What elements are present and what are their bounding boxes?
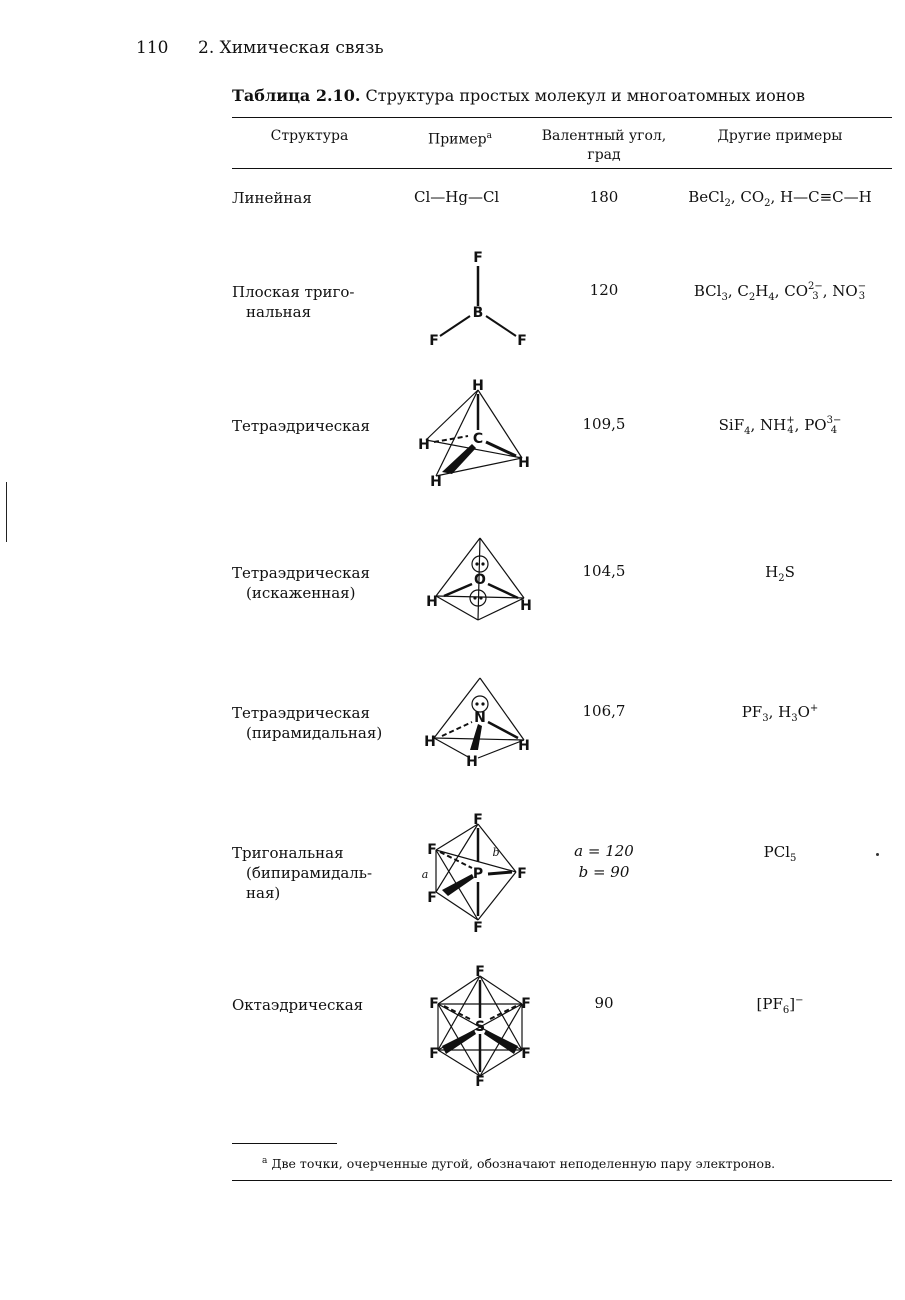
atom-f: F	[429, 1046, 439, 1062]
row-tetrahedral-other	[664, 416, 896, 437]
formula-part: BeCl	[688, 188, 725, 206]
footnote-separator	[232, 1143, 337, 1144]
formula-script-stack	[858, 282, 866, 302]
atom-c: C	[472, 431, 484, 447]
formula-part: , NO	[822, 282, 858, 300]
header-example-text: Пример	[427, 131, 487, 148]
row-trigonal-planar-structure	[232, 282, 354, 322]
structure-line: Тетраэдрическая	[232, 704, 370, 722]
atom-h: H	[418, 437, 430, 453]
formula-script-stack	[808, 282, 823, 302]
atom-h: H	[518, 738, 530, 754]
structure-line: Тетраэдрическая	[232, 417, 370, 435]
atom-p: P	[472, 866, 484, 882]
atom-h: H	[430, 474, 442, 490]
header-example-note: а	[486, 131, 492, 141]
row-pyramidal-structure	[232, 703, 382, 743]
row-pyramidal-other	[664, 703, 896, 724]
formula-subscript: 2	[748, 292, 756, 303]
atom-f: F	[517, 866, 527, 882]
atom-f: F	[521, 996, 531, 1012]
table-top-rule	[232, 117, 892, 118]
footnote	[262, 1156, 775, 1171]
angle-line: a = 120	[574, 842, 634, 860]
formula-subscript: 4	[830, 425, 838, 436]
octahedral-molecule-diagram	[418, 964, 542, 1088]
formula-subscript: 2	[724, 198, 731, 209]
formula-subscript: 4	[744, 426, 751, 437]
formula-subscript: 2	[764, 198, 771, 209]
angle-line: 180	[589, 188, 619, 206]
structure-line: ная)	[246, 884, 281, 902]
atom-f: F	[473, 812, 483, 828]
table-bottom-rule	[232, 1180, 892, 1181]
formula-subscript: 3	[762, 713, 769, 724]
atom-f: F	[429, 996, 439, 1012]
atom-n: N	[474, 710, 486, 726]
row-linear-structure	[232, 188, 312, 208]
formula-superscript: 3−	[826, 415, 842, 426]
formula-part: , PO	[794, 416, 827, 434]
structure-line: нальная	[246, 303, 312, 321]
atom-f: F	[473, 250, 483, 266]
row-pyramidal-angle	[548, 701, 660, 722]
row-linear-angle	[548, 187, 660, 208]
row-trigonal-planar-other	[664, 282, 896, 303]
angle-line: 109,5	[582, 415, 626, 433]
formula-part: , CO	[774, 282, 808, 300]
row-trigonal-planar-angle	[548, 280, 660, 301]
footnote-text: Две точки, очерченные дугой, обозначают неподеленную пару электронов.	[271, 1156, 776, 1172]
header-angle-line1: Валентный угол,	[541, 128, 667, 144]
row-tetrahedral-angle	[548, 414, 660, 435]
angle-line: b = 90	[578, 863, 630, 881]
atom-s: S	[474, 1019, 486, 1035]
structure-line: Линейная	[232, 189, 312, 207]
formula-part: SiF	[718, 416, 745, 434]
formula-part: , C	[727, 282, 749, 300]
trigonal-planar-molecule-diagram	[420, 248, 535, 348]
structure-line: (пирамидальная)	[246, 724, 383, 742]
formula-subscript: 2	[778, 573, 785, 584]
formula-subscript: 3	[858, 291, 866, 302]
pyramidal-molecule-diagram	[420, 674, 540, 774]
atom-f: F	[429, 333, 439, 349]
formula-part: BCl	[693, 282, 722, 300]
formula-part: H	[765, 563, 779, 581]
formula-superscript: 2−	[808, 281, 823, 292]
bipyramidal-molecule-diagram	[418, 810, 538, 934]
atom-f: F	[517, 333, 527, 349]
header-example	[400, 127, 520, 150]
formula-script-stack	[786, 416, 794, 436]
formula-part: , H	[768, 703, 792, 721]
structure-line: Тригональная	[232, 844, 344, 862]
atom-f: F	[427, 842, 437, 858]
row-linear-example: Cl—Hg—Cl	[414, 188, 500, 206]
formula-part: , NH	[750, 416, 787, 434]
structure-line: Тетраэдрическая	[232, 564, 370, 582]
footnote-marker: а	[262, 1156, 268, 1166]
structure-line: Плоская триго-	[232, 283, 355, 301]
formula-part: , H—C≡C—H	[770, 188, 872, 206]
header-other: Другие примеры	[717, 128, 843, 144]
angle-label-b: b	[492, 846, 500, 859]
row-octahedral-angle	[548, 993, 660, 1014]
row-bipyramidal-other	[664, 843, 896, 864]
atom-f: F	[475, 964, 485, 980]
formula-part: ]	[789, 995, 796, 1013]
table-caption	[232, 86, 805, 105]
header-structure: Структура	[270, 128, 349, 144]
table-caption-text: Структура простых молекул и многоатомных ионов	[365, 86, 806, 105]
table-header-rule	[232, 168, 892, 169]
formula-subscript: 3	[721, 292, 728, 303]
stray-dot	[876, 853, 879, 856]
formula-subscript: 3	[812, 291, 819, 302]
atom-o: O	[474, 572, 486, 588]
angle-line: 106,7	[582, 702, 626, 720]
atom-h: H	[466, 754, 478, 770]
header-angle	[538, 127, 670, 165]
margin-mark	[6, 482, 7, 542]
row-distorted-tetrahedral-other	[664, 563, 896, 584]
formula-part: S	[784, 563, 795, 581]
atom-f: F	[473, 920, 483, 936]
row-bipyramidal-structure	[232, 843, 372, 903]
formula-subscript: 4	[768, 292, 775, 303]
angle-line: 104,5	[582, 562, 626, 580]
angle-line: 120	[589, 281, 619, 299]
atom-h: H	[518, 455, 530, 471]
formula-part: O	[797, 703, 810, 721]
formula-part: , CO	[730, 188, 765, 206]
formula-superscript: −	[857, 281, 867, 292]
atom-b: B	[472, 305, 484, 321]
atom-h: H	[426, 594, 438, 610]
atom-h: H	[520, 598, 532, 614]
table-caption-label: Таблица 2.10.	[232, 86, 361, 105]
formula-subscript: 4	[787, 425, 794, 436]
atom-f: F	[427, 890, 437, 906]
formula-superscript: −	[795, 995, 804, 1006]
formula-part: [PF	[756, 995, 783, 1013]
tetrahedral-molecule-diagram	[412, 376, 537, 488]
formula-part: H	[755, 282, 769, 300]
row-bipyramidal-angle	[548, 841, 660, 883]
row-octahedral-other	[664, 995, 896, 1016]
formula-subscript: 5	[790, 853, 797, 864]
angle-line: 90	[594, 994, 614, 1012]
formula-part: PCl	[763, 843, 790, 861]
formula-superscript: +	[786, 415, 795, 426]
chapter-title: 2. Химическая связь	[198, 38, 384, 58]
row-distorted-tetrahedral-structure	[232, 563, 370, 603]
row-linear-other	[664, 188, 896, 209]
header-angle-line2: град	[587, 147, 621, 163]
formula-script-stack	[827, 416, 842, 436]
row-distorted-tetrahedral-angle	[548, 561, 660, 582]
atom-f: F	[521, 1046, 531, 1062]
atom-f: F	[475, 1074, 485, 1090]
formula-subscript: 3	[791, 713, 798, 724]
structure-line: (искаженная)	[246, 584, 356, 602]
formula-superscript: +	[809, 703, 819, 714]
row-octahedral-structure	[232, 995, 363, 1015]
distorted-tetrahedral-molecule-diagram	[420, 534, 540, 634]
atom-h: H	[472, 378, 484, 394]
page-number: 110	[136, 38, 169, 58]
structure-line: Октаэдрическая	[232, 996, 364, 1014]
atom-h: H	[424, 734, 436, 750]
angle-label-a: a	[421, 868, 429, 881]
formula-part: PF	[741, 703, 763, 721]
row-tetrahedral-structure	[232, 416, 370, 436]
formula-subscript: 6	[782, 1005, 790, 1016]
structure-line: (бипирамидаль-	[246, 864, 373, 882]
